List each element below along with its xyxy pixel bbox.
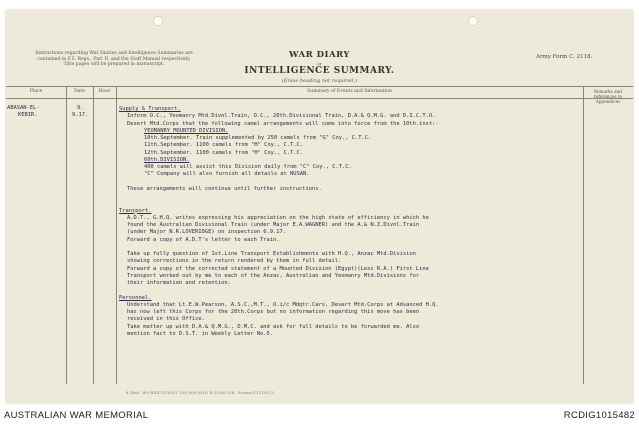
caption-archive: AUSTRALIAN WAR MEMORIAL (4, 410, 149, 421)
summary-line: 12th.September. 1100 camels from "H" Coy., C.T.C. (144, 149, 304, 156)
summary-line: Forward a copy of A.D.T's letter to each Train. (127, 236, 280, 243)
summary-line: Transport worked out by me to each of the Anzac, Australian and Yeomanry Mtd.Divisions for (127, 272, 420, 279)
summary-line: 11th.September. 1100 camels from "H" Coy., C.T.C. (144, 142, 304, 149)
entry-place-line-1: ABASAN-EL- (7, 105, 40, 111)
summary-line: A.D.T., G.H.Q. writes expressing his appreciation on the high state of efficiency in which he (127, 214, 429, 221)
summary-line: their information and retention. (127, 280, 231, 286)
summary-line: (under Major N.R.LOVERIDGE) on inspection 6.9.17. (127, 229, 287, 236)
summary-line: These arrangements will continue until further instructions. (127, 185, 322, 192)
erase-note: (Erase heading not required.) (281, 78, 358, 84)
form-reference: Army Form C. 2118. (536, 54, 593, 60)
summary-line: received in this Office. (127, 316, 205, 323)
summary-line: Take up fully question of 1st.Line Transport Establishments with H.Q., Anzac Mtd.Division (127, 251, 416, 257)
entry-date-line-2: 9.17. (72, 112, 89, 118)
column-header-place: Place (29, 89, 43, 94)
column-header-remarks: Remarks and references to Appendices (593, 89, 623, 104)
summary-line: Desert Mtd.Corps that the following camel arrangements will come into force from the 10th.inst:- (127, 120, 439, 127)
punch-hole (153, 16, 163, 26)
summary-line: Inform O.C., Yeomanry Mtd.Divnl.Train, O.C., 20th.Divisional Train, D.A.& Q.M.G. and D.I.C.T.O. (127, 113, 436, 120)
column-divider (66, 86, 67, 384)
column-header-hour: Hour (98, 89, 111, 94)
summary-line: has now left this Corps for the 20th.Corps but no information regarding this move has been (127, 309, 420, 315)
summary-line: "C" Company will also furnish all details at NUSAN. (144, 171, 310, 178)
summary-line: 400 camels will assist this Division daily from "C" Coy., C.T.C. (144, 164, 352, 170)
summary-line: 10th.September. Train supplemented by 250 camels from "G" Coy., C.T.C. (144, 135, 372, 141)
entry-date-line-1: 9. (77, 105, 84, 111)
column-divider (116, 86, 117, 384)
section-heading: YEOMANRY MOUNTED DIVISION. (144, 127, 229, 134)
caption-id: RCDIG1015482 (563, 410, 635, 421)
table-top-rule (6, 86, 633, 87)
punch-hole (468, 16, 478, 26)
form-title-secondary: INTELLIGENCE SUMMARY. (244, 66, 395, 76)
entry-place-line-2: KEBIR. (18, 112, 38, 118)
section-heading: Personnel. (119, 294, 152, 301)
section-heading: Supply & Transport. (119, 106, 181, 112)
form-title-or: or (317, 61, 322, 66)
table-header-rule (6, 98, 633, 99)
column-divider (583, 86, 584, 384)
column-header-summary: Summary of Events and Information (307, 89, 392, 94)
form-title: WAR DIARY (289, 50, 350, 60)
summary-line: mention fact to D.S.T. in Weekly Letter No.5. (127, 330, 274, 337)
war-diary-page (6, 10, 633, 403)
section-heading: Transport. (119, 207, 152, 214)
summary-line: found the Australian Divisional Train (under Major E.A.WAGNER) and the A.& N.Z.Divnl.Train (127, 222, 420, 228)
print-footer: 8.Sfnt. Wt.W4473/3003 150,000 6/16 H.D.&S.Ltd. Forms/C2118/13 (126, 390, 274, 395)
section-heading: 60th.DIVISION. (144, 156, 190, 163)
form-instructions: Instructions regarding War Diaries and Intelligence Summaries are contained in F.S. Regs., Part II. and the Staff Manual respectively. Title pages will be prepared in manuscript. (35, 51, 193, 68)
summary-line: Understand that Lt.E.W.Pearson, A.S.C.,M.T., O.i/c Mdqtr.Cars, Desert Mtd.Corps at Advanced H.Q. (127, 301, 439, 308)
column-header-date: Date (74, 89, 85, 94)
summary-line: Forward a copy of the corrected statement of a Mounted Division (Egypt)(Less R.A.( First Line (127, 265, 429, 272)
summary-line: Take matter up with D.A.& Q.M.G., D.M.C. and ask for full details to be forwarded me. Also (127, 323, 420, 330)
summary-line: showing corrections in the return rendered by them in full detail. (127, 258, 342, 265)
column-divider (93, 86, 94, 384)
